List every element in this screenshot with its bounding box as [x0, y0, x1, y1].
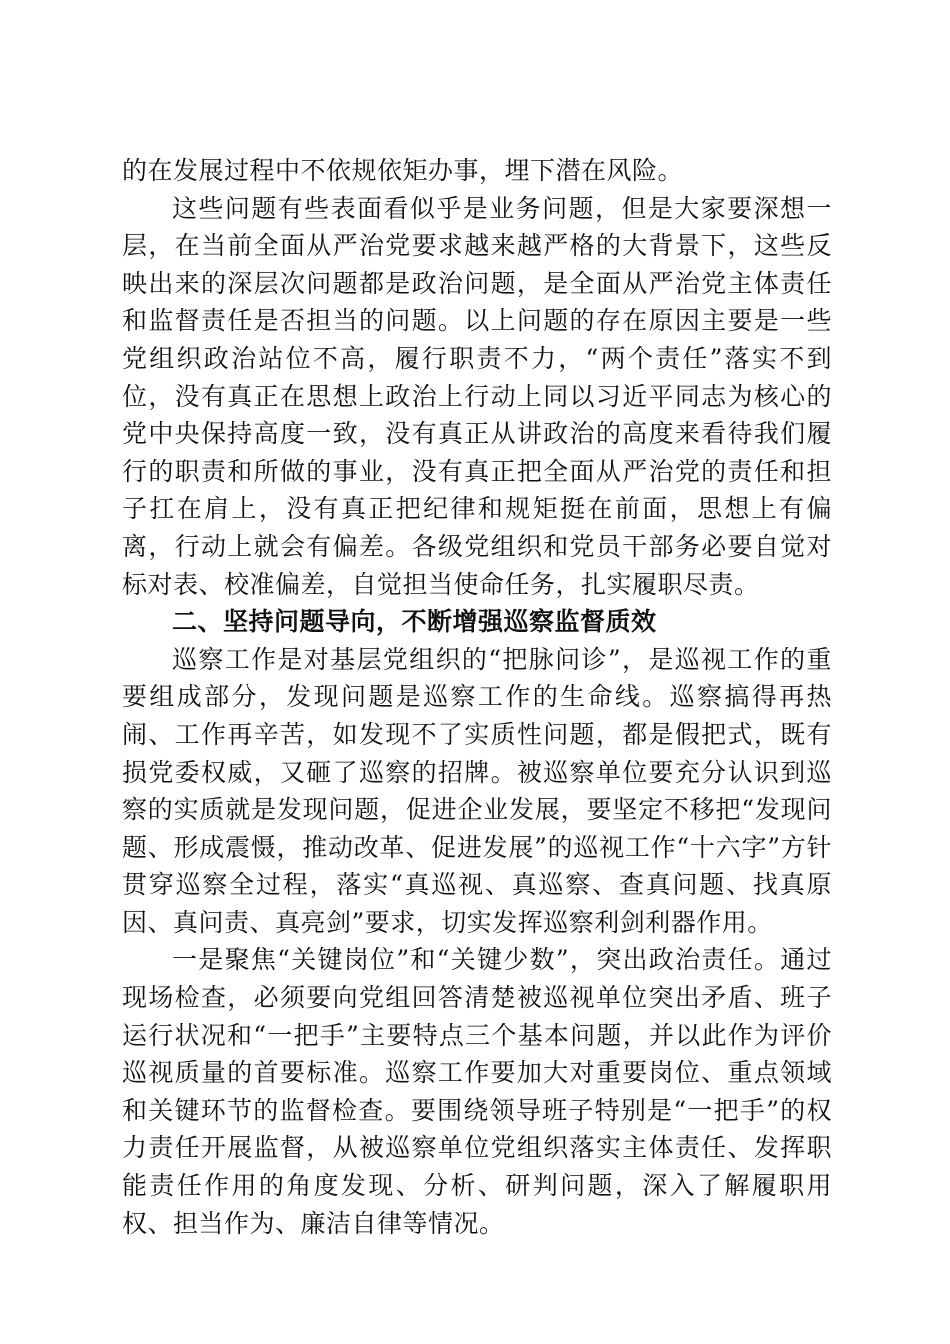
- paragraph-inspection-work: 巡察工作是对基层党组织的“把脉问诊”，是巡视工作的重要组成部分，发现问题是巡察工作的生命线。巡察搞得再热闹、工作再辛苦，如发现不了实质性问题，都是假把式，既有损党委权威，又砸了巡察的招牌。被巡察单位要充分认识到巡察的实质就是发现问题，促进企业发展，要坚定不移把“发现问题、形成震慑，推动改革、促进发展”的巡视工作“十六字”方针贯穿巡察全过程，落实“真巡视、真巡察、查真问题、找真原因、真问责、真亮剑”要求，切实发挥巡察利剑利器作用。: [122, 644, 832, 937]
- paragraph-problems-analysis: 这些问题有些表面看似乎是业务问题，但是大家要深想一层，在当前全面从严治党要求越来越严格的大背景下，这些反映出来的深层次问题都是政治问题，是全面从严治党主体责任和监督责任是否担当的问题。以上问题的存在原因主要是一些党组织政治站位不高，履行职责不力，“两个责任”落实不到位，没有真正在思想上政治上行动上同以习近平同志为核心的党中央保持高度一致，没有真正从讲政治的高度来看待我们履行的职责和所做的事业，没有真正把全面从严治党的责任和担子扛在肩上，没有真正把纪律和规矩挺在前面，思想上有偏离，行动上就会有偏差。各级党组织和党员干部务必要自觉对标对表、校准偏差，自觉担当使命任务，扎实履职尽责。: [122, 193, 832, 599]
- paragraph-continuation: 的在发展过程中不依规依矩办事，埋下潜在风险。: [122, 156, 684, 185]
- section-heading-2: 二、坚持问题导向，不断增强巡察监督质效: [172, 607, 657, 637]
- paragraph-key-positions: 一是聚焦“关键岗位”和“关键少数”，突出政治责任。通过现场检查，必须要向党组回答清楚被巡视单位突出矛盾、班子运行状况和“一把手”主要特点三个基本问题，并以此作为评价巡视质量的首要标准。巡察工作要加大对重要岗位、重点领域和关键环节的监督检查。要围绕领导班子特别是“一把手”的权力责任开展监督，从被巡察单位党组织落实主体责任、发挥职能责任作用的角度发现、分析、研判问题，深入了解履职用权、担当作为、廉洁自律等情况。: [122, 945, 832, 1238]
- document-body: [122, 152, 832, 1242]
